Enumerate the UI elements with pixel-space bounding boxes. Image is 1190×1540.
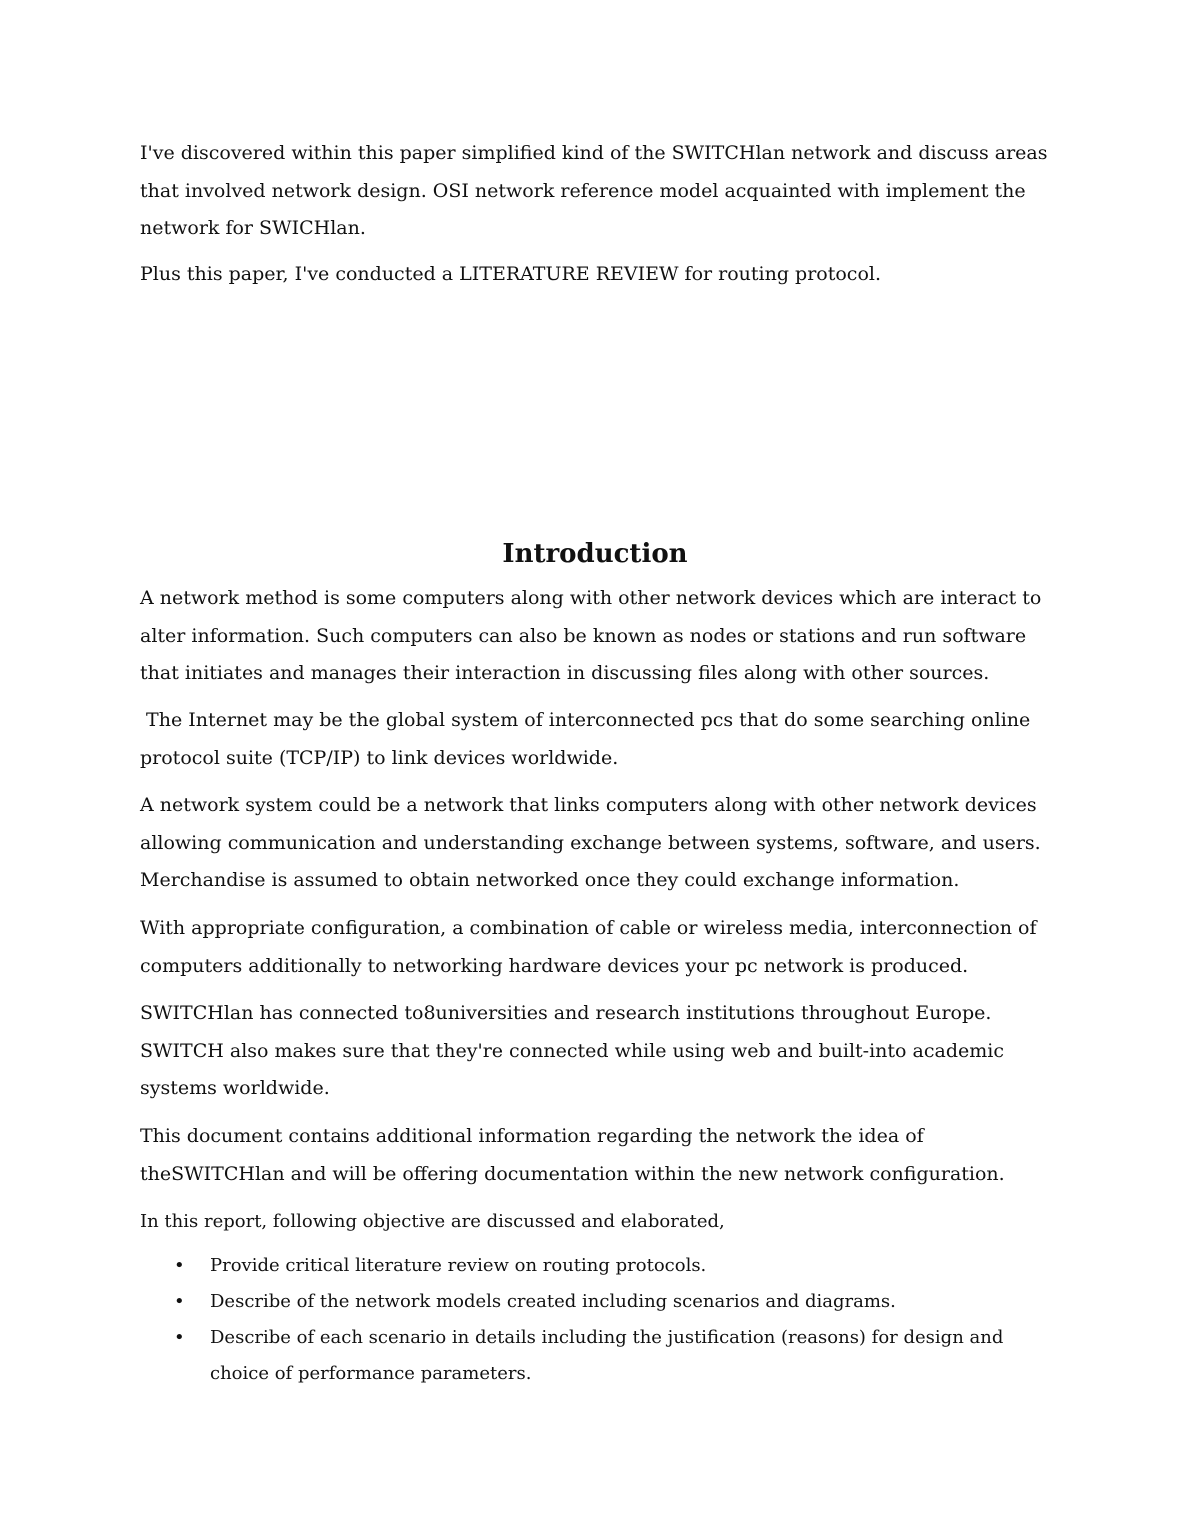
bullet-icon: • <box>174 1291 185 1312</box>
objectives-intro: In this report, following objective are discussed and elaborated, <box>140 1211 725 1232</box>
list-item-text: Describe of each scenario in details including the justification (reasons) for design and choice of performance parameters. <box>210 1327 1004 1384</box>
body-paragraph: This document contains additional information regarding the network the idea of theSWITCHlan and will be offering documentation within the new network configuration. <box>140 1125 1005 1185</box>
abstract-paragraph: I've discovered within this paper simplified kind of the SWITCHlan network and discuss areas that involved network design. OSI network reference model acquainted with implement the network for SWICHlan. <box>140 142 1048 240</box>
list-item <box>140 1248 1055 1284</box>
section-heading-introduction: Introduction <box>502 539 688 569</box>
list-item <box>140 1284 1055 1320</box>
body-paragraph: SWITCHlan has connected to8universities and research institutions throughout Europe. SWITCH also makes sure that they're connected while using web and built-into academic systems worldwide. <box>140 1002 1004 1100</box>
bullet-icon: • <box>174 1255 185 1276</box>
bullet-icon: • <box>174 1327 185 1348</box>
list-item-text: Provide critical literature review on routing protocols. <box>210 1255 707 1276</box>
list-item <box>140 1320 1055 1392</box>
body-paragraph: The Internet may be the global system of interconnected pcs that do some searching online protocol suite (TCP/IP) to link devices worldwide. <box>140 709 1037 769</box>
body-paragraph: With appropriate configuration, a combination of cable or wireless media, interconnection of computers additionally to networking hardware devices your pc network is produced. <box>140 917 1037 977</box>
list-item-text: Describe of the network models created including scenarios and diagrams. <box>210 1291 896 1312</box>
abstract-paragraph: Plus this paper, I've conducted a LITERATURE REVIEW for routing protocol. <box>140 263 881 285</box>
objectives-list <box>140 1248 1055 1392</box>
body-paragraph: A network system could be a network that links computers along with other network devices allowing communication and understanding exchange between systems, software, and users. Merchandise is assumed to obtain networked once they could exchange information. <box>140 794 1041 892</box>
body-paragraph: A network method is some computers along with other network devices which are interact to alter information. Such computers can also be known as nodes or stations and run software that initiates and manages their interaction in discussing files along with other sources. <box>140 587 1042 685</box>
